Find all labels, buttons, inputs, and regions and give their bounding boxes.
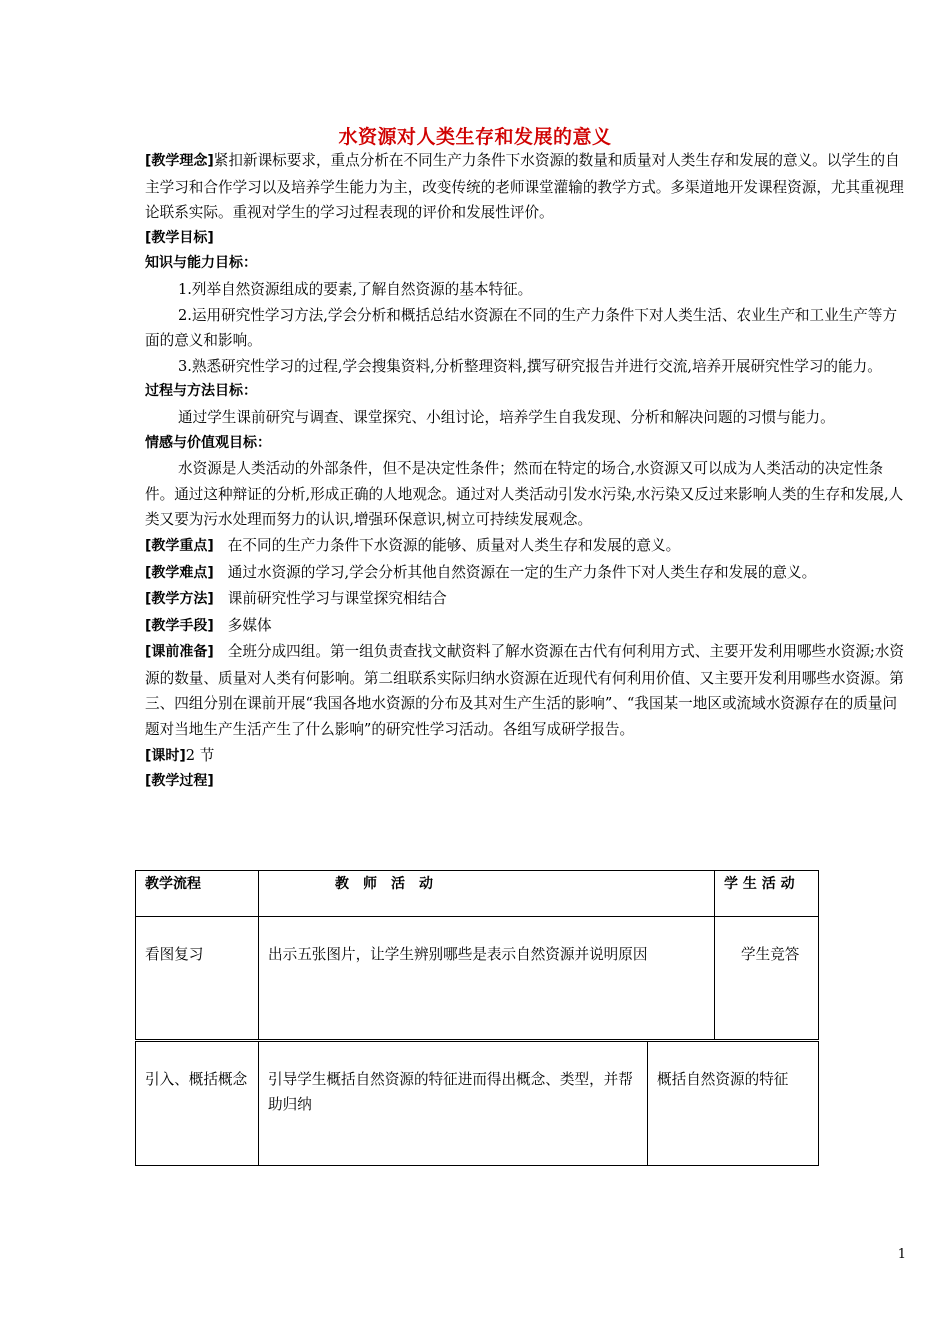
document-title: 水资源对人类生存和发展的意义 [338, 126, 612, 148]
difficulties-label: [教学难点] [145, 564, 214, 581]
row-2-student: 概括自然资源的特征 [648, 1042, 819, 1166]
philosophy-paragraph [145, 148, 910, 226]
row-2-teacher: 引导学生概括自然资源的特征进而得出概念、类型，并帮助归纳 [259, 1042, 648, 1166]
knowledge-item-3: 3.熟悉研究性学习的过程,学会搜集资料,分析整理资料,撰写研究报告并进行交流,培养开展研究性学习的能力。 [178, 357, 882, 375]
key-points-label: [教学重点] [145, 537, 214, 554]
philosophy-text: 紧扣新课标要求，重点分析在不同生产力条件下水资源的数量和质量对人类生存和发展的意义。以学生的自主学习和合作学习以及培养学生能力为主，改变传统的老师课堂灌输的教学方式。多渠道地开发课程资源，尤其重视理论联系实际。重视对学生的学习过程表现的评价和发展性评价。 [145, 152, 904, 222]
table-row [136, 1042, 819, 1166]
difficulties-text: 通过水资源的学习,学会分析其他自然资源在一定的生产力条件下对人类生存和发展的意义。 [227, 563, 817, 581]
header-student: 学 生 活 动 [715, 871, 819, 917]
means-paragraph [145, 613, 910, 640]
row-2-step: 引入、概括概念 [136, 1042, 259, 1166]
page-number: 1 [897, 1247, 906, 1262]
means-text: 多媒体 [227, 616, 272, 634]
values-text: 水资源是人类活动的外部条件，但不是决定性条件；然而在特定的场合,水资源又可以成为人类活动的决定性条件。通过这种辩证的分析,形成正确的人地观念。通过对人类活动引发水污染,水污染又反过来影响人类的生存和发展,人类又要为污水处理而努力的认识,增强环保意识,树立可持续发展观念。 [145, 460, 904, 529]
knowledge-item-2: 2.运用研究性学习方法,学会分析和概括总结水资源在不同的生产力条件下对人类生活、农业生产和工业生产等方面的意义和影响。 [145, 306, 898, 350]
process-section-label: [教学过程] [145, 773, 214, 790]
knowledge-heading: 知识与能力目标： [145, 255, 257, 272]
table-row [136, 917, 819, 1040]
hours-text: 2 节 [185, 746, 215, 764]
process-heading: 过程与方法目标： [145, 383, 257, 400]
row-1-teacher: 出示五张图片，让学生辨别哪些是表示自然资源并说明原因 [259, 917, 715, 1040]
preparation-text: 全班分成四组。第一组负责查找文献资料了解水资源在古代有何利用方式、主要开发利用哪些水资源;水资源的数量、质量对人类有何影响。第二组联系实际归纳水资源在近现代有何利用价值、又主要开发利用哪些水资源。第三、四组分别在课前开展“我国各地水资源的分布及其对生产生活的影响”、“我国某一地区或流域水资源存在的质量问题对当地生产生活产生了什么影响”的研究性学习活动。各组写成研学报告。 [145, 643, 905, 739]
header-step: 教学流程 [136, 871, 259, 917]
table-header-row [136, 871, 819, 917]
philosophy-label: [教学理念] [145, 153, 214, 169]
lesson-table-1 [135, 870, 819, 1040]
method-text: 课前研究性学习与课堂探究相结合 [227, 590, 447, 608]
method-label: [教学方法] [145, 591, 214, 608]
knowledge-item-1: 1.列举自然资源组成的要素,了解自然资源的基本特征。 [178, 280, 533, 298]
process-text: 通过学生课前研究与调查、课堂探究、小组讨论，培养学生自我发现、分析和解决问题的习惯与能力。 [178, 408, 835, 426]
lesson-table-2 [135, 1041, 819, 1166]
row-1-step: 看图复习 [136, 917, 259, 1040]
key-points-text: 在不同的生产力条件下水资源的能够、质量对人类生存和发展的意义。 [227, 536, 681, 554]
hours-paragraph [145, 743, 910, 770]
preparation-label: [课前准备] [145, 644, 214, 661]
key-points-paragraph [145, 533, 910, 560]
hours-label: [课时] [145, 747, 186, 764]
method-paragraph [145, 586, 910, 613]
document-body [145, 148, 910, 795]
goals-label: [教学目标] [145, 229, 214, 246]
preparation-paragraph [145, 639, 910, 742]
header-teacher: 教 师 活 动 [259, 871, 715, 917]
difficulties-paragraph [145, 560, 910, 587]
means-label: [教学手段] [145, 617, 214, 634]
row-1-student: 学生竞答 [715, 917, 819, 1040]
values-heading: 情感与价值观目标： [145, 434, 271, 451]
